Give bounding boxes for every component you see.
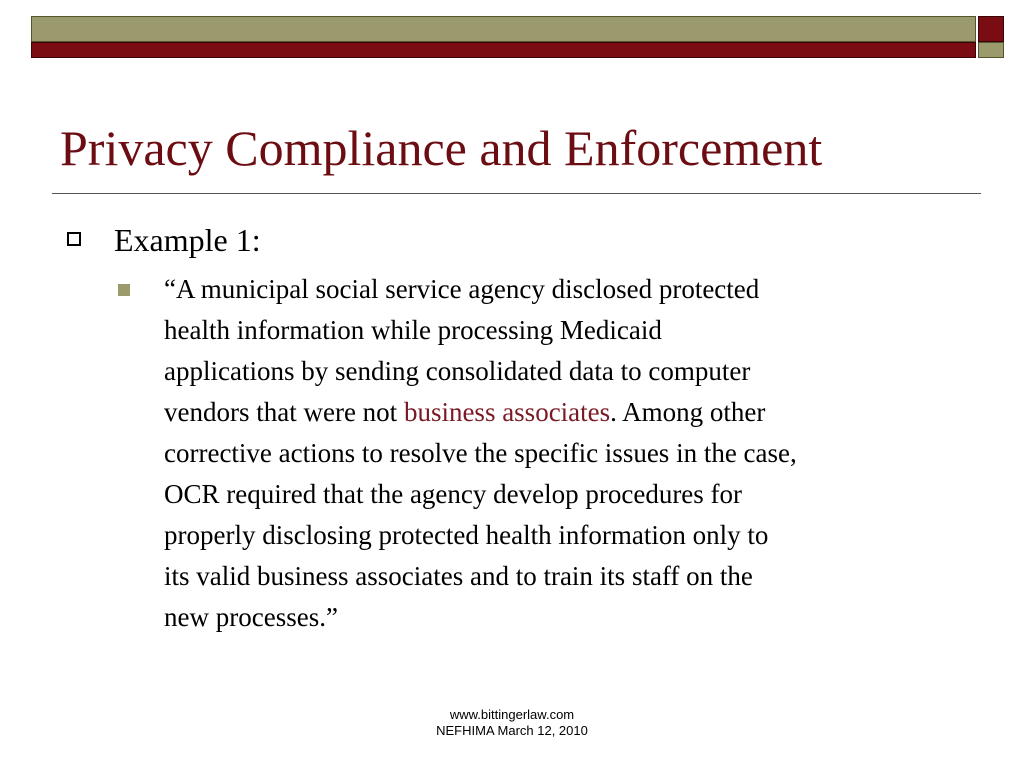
bullet-text: Example 1: <box>114 222 261 258</box>
quote-line: OCR required that the agency develop procedures for <box>164 479 743 509</box>
footer <box>412 707 612 739</box>
filled-square-bullet-icon <box>118 284 130 296</box>
quote-line: properly disclosing protected health information only to <box>164 520 769 550</box>
quote-line: “A municipal social service agency disclosed protected <box>164 274 760 304</box>
quote-line <box>164 392 974 433</box>
business-associates-link[interactable]: business associates <box>403 397 611 427</box>
header-square-olive <box>978 42 1004 58</box>
header-band-olive <box>31 16 976 42</box>
header-square-maroon <box>978 16 1004 42</box>
slide-title: Privacy Compliance and Enforcement <box>60 120 823 176</box>
quote-text-segment: . Among other <box>610 397 766 427</box>
quote-line: corrective actions to resolve the specific issues in the case, <box>164 438 797 468</box>
quote-text <box>164 269 974 638</box>
quote-text-segment: vendors that were not <box>164 397 404 427</box>
title-divider <box>52 193 981 194</box>
quote-line: health information while processing Medicaid <box>164 315 662 345</box>
quote-line: its valid business associates and to train its staff on the <box>164 561 753 591</box>
hollow-square-bullet-icon <box>67 232 81 246</box>
footer-url: www.bittingerlaw.com <box>449 707 575 722</box>
footer-event: NEFHIMA March 12, 2010 <box>436 723 588 738</box>
header-band-maroon <box>31 42 976 58</box>
quote-line: applications by sending consolidated data to computer <box>164 356 751 386</box>
quote-line: new processes.” <box>164 602 338 632</box>
